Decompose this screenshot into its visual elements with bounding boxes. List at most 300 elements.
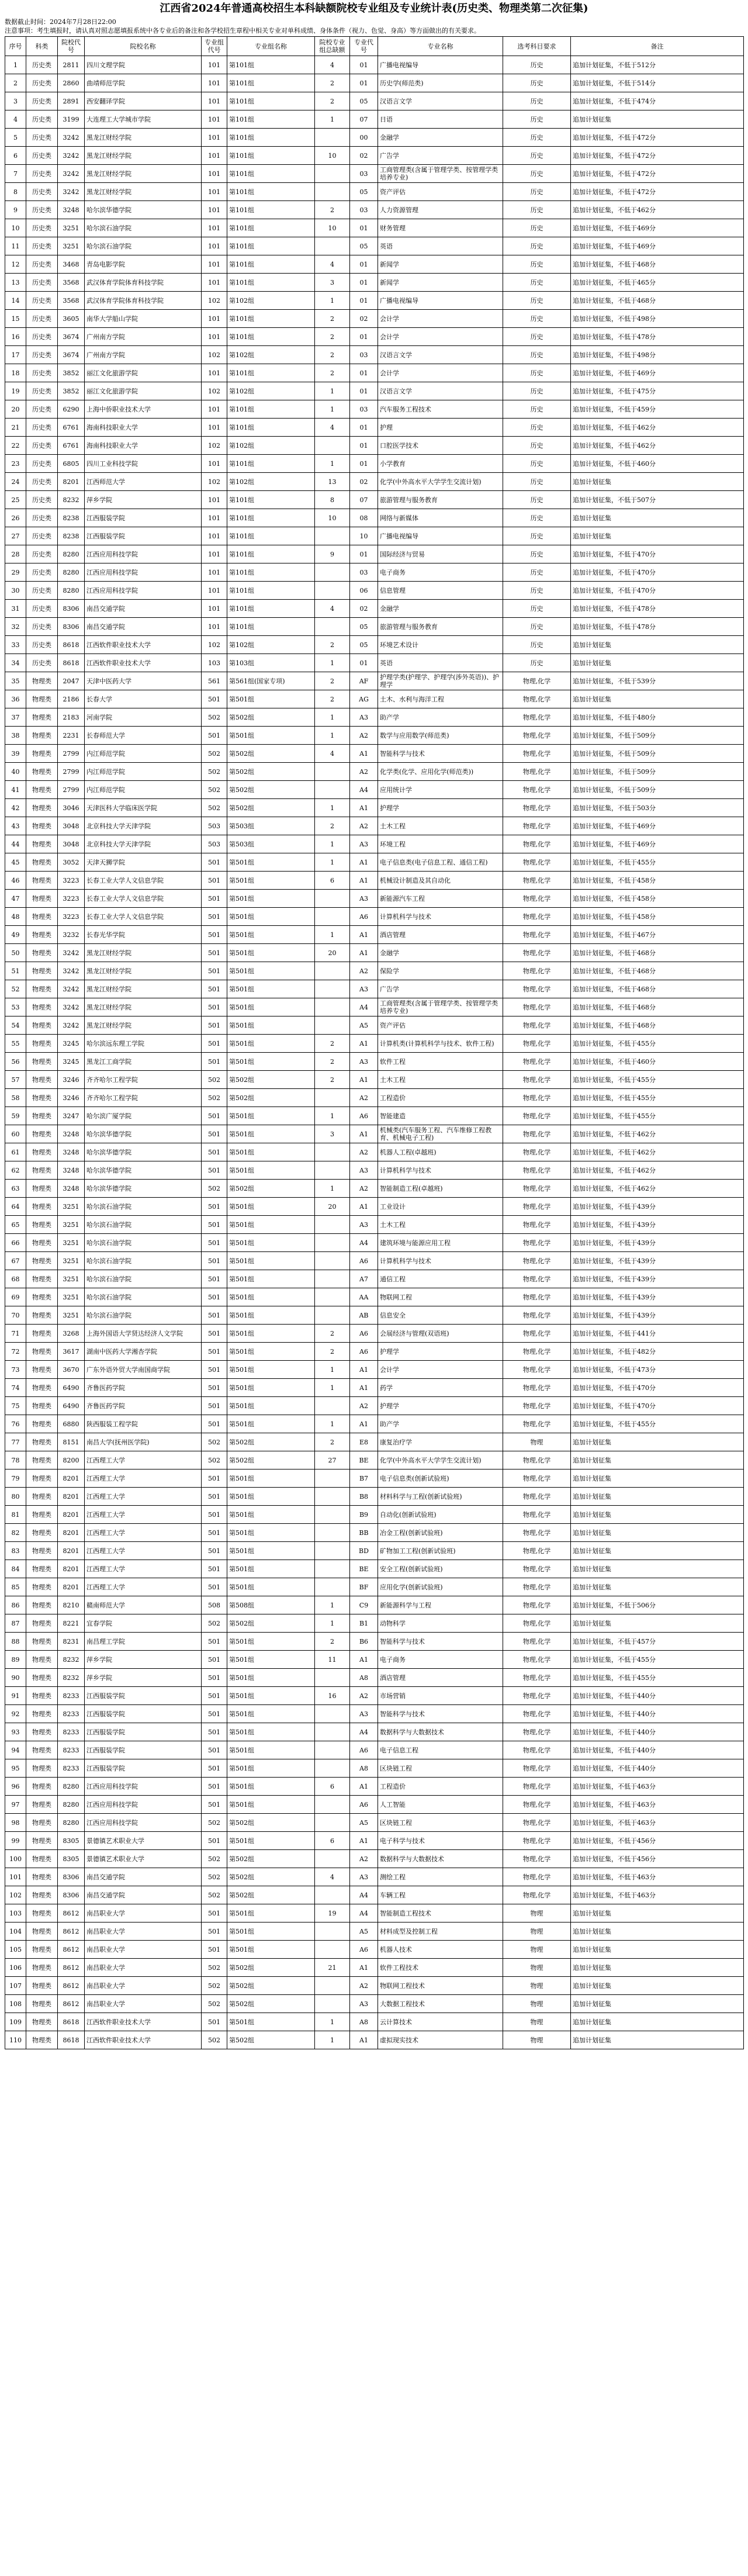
cell-group-code: 501 <box>202 998 227 1016</box>
cell-group-name: 第502组 <box>227 1959 315 1977</box>
cell-subject-req: 物理,化学 <box>503 1143 571 1161</box>
cell-remark: 追加计划征集，不低于478分 <box>571 618 744 636</box>
cell-category: 历史类 <box>26 328 58 346</box>
cell-group-vacancy <box>315 1796 350 1814</box>
cell-index: 5 <box>5 129 26 147</box>
cell-remark: 追加计划征集，不低于469分 <box>571 237 744 255</box>
cell-group-code: 101 <box>202 237 227 255</box>
cell-group-name: 第501组 <box>227 1252 315 1270</box>
cell-group-vacancy: 1 <box>315 2031 350 2049</box>
cell-remark: 追加计划征集，不低于468分 <box>571 980 744 998</box>
cell-major-code: A2 <box>350 1397 378 1415</box>
cell-group-code: 501 <box>202 1651 227 1669</box>
cell-category: 物理类 <box>26 1143 58 1161</box>
cell-index: 86 <box>5 1596 26 1614</box>
cell-category: 物理类 <box>26 1578 58 1596</box>
cell-remark: 追加计划征集，不低于470分 <box>571 582 744 600</box>
page-title: 江西省2024年普通高校招生本科缺额院校专业组及专业统计表(历史类、物理类第二次征集) <box>160 2 588 15</box>
cell-major-name: 动物科学 <box>378 1614 503 1633</box>
cell-group-code: 501 <box>202 853 227 872</box>
cell-group-name: 第102组 <box>227 346 315 364</box>
cell-category: 历史类 <box>26 654 58 672</box>
cell-group-vacancy: 2 <box>315 346 350 364</box>
cell-group-vacancy <box>315 980 350 998</box>
cell-major-name: 计算机类(计算机科学与技术、软件工程) <box>378 1035 503 1053</box>
cell-index: 103 <box>5 1904 26 1923</box>
cell-major-name: 财务管理 <box>378 219 503 237</box>
cell-group-name: 第501组 <box>227 1053 315 1071</box>
cell-group-name: 第501组 <box>227 853 315 872</box>
cell-category: 历史类 <box>26 255 58 274</box>
cell-group-code: 103 <box>202 654 227 672</box>
cell-remark: 追加计划征集，不低于455分 <box>571 1035 744 1053</box>
cell-school-code: 3242 <box>58 165 85 183</box>
cell-category: 历史类 <box>26 364 58 382</box>
cell-group-name: 第101组 <box>227 147 315 165</box>
cell-school-code: 6805 <box>58 455 85 473</box>
cell-group-vacancy: 1 <box>315 400 350 419</box>
cell-index: 100 <box>5 1850 26 1868</box>
cell-school-name: 哈尔滨华德学院 <box>85 1125 202 1143</box>
cell-group-name: 第501组 <box>227 998 315 1016</box>
cell-remark: 追加计划征集，不低于478分 <box>571 600 744 618</box>
cell-group-name: 第501组 <box>227 1923 315 1941</box>
cell-school-name: 黑龙江工商学院 <box>85 1053 202 1071</box>
cell-school-code: 8306 <box>58 1868 85 1886</box>
cell-subject-req: 物理,化学 <box>503 908 571 926</box>
cell-major-code: 01 <box>350 56 378 74</box>
table-row <box>5 1053 744 1071</box>
cell-group-code: 501 <box>202 1488 227 1506</box>
cell-school-code: 3251 <box>58 1198 85 1216</box>
cell-category: 历史类 <box>26 201 58 219</box>
cell-subject-req: 物理,化学 <box>503 1270 571 1288</box>
cell-major-code: A1 <box>350 1035 378 1053</box>
cell-remark: 追加计划征集，不低于469分 <box>571 835 744 853</box>
cell-group-vacancy <box>315 1143 350 1161</box>
cell-school-code: 3248 <box>58 201 85 219</box>
cell-school-name: 西安翻译学院 <box>85 92 202 110</box>
cell-remark: 追加计划征集，不低于460分 <box>571 455 744 473</box>
cell-category: 物理类 <box>26 745 58 763</box>
cell-school-code: 8612 <box>58 1977 85 1995</box>
cell-subject-req: 物理 <box>503 2013 571 2031</box>
cell-category: 物理类 <box>26 1614 58 1633</box>
cell-remark: 追加计划征集，不低于455分 <box>571 1669 744 1687</box>
cell-index: 7 <box>5 165 26 183</box>
table-row <box>5 1035 744 1053</box>
cell-school-name: 湖南中医药大学湘杏学院 <box>85 1343 202 1361</box>
cell-school-code: 3223 <box>58 872 85 890</box>
cell-group-vacancy: 1 <box>315 853 350 872</box>
cell-remark: 追加计划征集，不低于472分 <box>571 165 744 183</box>
cell-major-name: 护理学 <box>378 1397 503 1415</box>
cell-subject-req: 物理,化学 <box>503 1198 571 1216</box>
cell-school-code: 8280 <box>58 582 85 600</box>
cell-school-name: 江西理工大学 <box>85 1451 202 1469</box>
table-row <box>5 763 744 781</box>
cell-group-name: 第501组 <box>227 1469 315 1488</box>
cell-group-code: 101 <box>202 255 227 274</box>
cell-index: 39 <box>5 745 26 763</box>
cell-remark: 追加计划征集，不低于463分 <box>571 1814 744 1832</box>
cell-group-name: 第101组 <box>227 165 315 183</box>
cell-school-code: 3251 <box>58 237 85 255</box>
cell-major-name: 电子科学与技术 <box>378 1832 503 1850</box>
cell-major-name: 金融学 <box>378 944 503 962</box>
cell-remark: 追加计划征集，不低于509分 <box>571 727 744 745</box>
header-school-name: 院校名称 <box>85 37 202 56</box>
cell-group-vacancy <box>315 1741 350 1759</box>
cell-category: 物理类 <box>26 998 58 1016</box>
cell-subject-req: 历史 <box>503 165 571 183</box>
cell-major-code: A5 <box>350 1923 378 1941</box>
cell-group-name: 第101组 <box>227 201 315 219</box>
cell-subject-req: 物理,化学 <box>503 672 571 690</box>
cell-school-code: 8232 <box>58 1669 85 1687</box>
cell-subject-req: 历史 <box>503 636 571 654</box>
cell-school-code: 8618 <box>58 2013 85 2031</box>
cell-school-code: 3248 <box>58 1161 85 1180</box>
cell-category: 历史类 <box>26 473 58 491</box>
cell-school-name: 广东外语外贸大学南国商学院 <box>85 1361 202 1379</box>
cell-remark: 追加计划征集 <box>571 509 744 527</box>
cell-school-name: 江西应用科技学院 <box>85 545 202 563</box>
cell-school-code: 2231 <box>58 727 85 745</box>
cell-school-name: 曲靖师范学院 <box>85 74 202 92</box>
table-row <box>5 437 744 455</box>
table-row <box>5 1234 744 1252</box>
table-row <box>5 129 744 147</box>
cell-group-code: 503 <box>202 835 227 853</box>
cell-group-vacancy: 1 <box>315 1596 350 1614</box>
cell-index: 26 <box>5 509 26 527</box>
cell-index: 37 <box>5 708 26 727</box>
cell-group-name: 第501组 <box>227 1325 315 1343</box>
table-row <box>5 346 744 364</box>
cell-group-code: 501 <box>202 1633 227 1651</box>
cell-group-vacancy: 2 <box>315 1633 350 1651</box>
cell-index: 99 <box>5 1832 26 1850</box>
cell-school-name: 江西应用科技学院 <box>85 1796 202 1814</box>
cell-subject-req: 历史 <box>503 237 571 255</box>
cell-school-name: 哈尔滨石油学院 <box>85 1234 202 1252</box>
cell-group-name: 第501组 <box>227 1941 315 1959</box>
cell-school-code: 3242 <box>58 944 85 962</box>
cell-category: 物理类 <box>26 1542 58 1560</box>
cell-major-code: A3 <box>350 1053 378 1071</box>
cell-group-code: 102 <box>202 292 227 310</box>
cell-subject-req: 物理 <box>503 1941 571 1959</box>
cell-major-name: 土木、水利与海洋工程 <box>378 690 503 708</box>
table-row <box>5 835 744 853</box>
cell-group-code: 501 <box>202 1415 227 1433</box>
cell-subject-req: 物理,化学 <box>503 1252 571 1270</box>
cell-school-code: 3242 <box>58 147 85 165</box>
cell-school-name: 长春工业大学人文信息学院 <box>85 872 202 890</box>
cell-major-code: A2 <box>350 1977 378 1995</box>
cell-remark: 追加计划征集，不低于458分 <box>571 908 744 926</box>
cell-school-name: 黑龙江财经学院 <box>85 165 202 183</box>
cell-major-code: 01 <box>350 328 378 346</box>
cell-major-code: A1 <box>350 853 378 872</box>
cell-major-code: 01 <box>350 74 378 92</box>
cell-index: 6 <box>5 147 26 165</box>
cell-major-code: 05 <box>350 92 378 110</box>
cell-major-name: 矿物加工工程(创新试验班) <box>378 1542 503 1560</box>
cell-school-name: 江西应用科技学院 <box>85 563 202 582</box>
table-row <box>5 1161 744 1180</box>
cell-group-code: 501 <box>202 1325 227 1343</box>
cell-group-vacancy <box>315 183 350 201</box>
cell-major-name: 护理学类(护理学、护理学(涉外英语))、护理学 <box>378 672 503 690</box>
cell-major-name: 酒店管理 <box>378 1669 503 1687</box>
cell-group-vacancy: 1 <box>315 382 350 400</box>
cell-remark: 追加计划征集，不低于468分 <box>571 255 744 274</box>
cell-category: 物理类 <box>26 1886 58 1904</box>
cell-school-name: 黑龙江财经学院 <box>85 998 202 1016</box>
cell-school-name: 黑龙江财经学院 <box>85 980 202 998</box>
cell-school-code: 3617 <box>58 1343 85 1361</box>
cell-major-name: 化学(中外高水平大学学生交流计划) <box>378 1451 503 1469</box>
cell-category: 物理类 <box>26 781 58 799</box>
cell-school-name: 哈尔滨华德学院 <box>85 1180 202 1198</box>
cell-index: 56 <box>5 1053 26 1071</box>
cell-subject-req: 历史 <box>503 618 571 636</box>
cell-major-code: 01 <box>350 654 378 672</box>
cell-group-code: 501 <box>202 1306 227 1325</box>
cell-group-name: 第502组 <box>227 1071 315 1089</box>
cell-major-code: 01 <box>350 364 378 382</box>
cell-group-name: 第102组 <box>227 473 315 491</box>
cell-group-code: 561 <box>202 672 227 690</box>
cell-category: 历史类 <box>26 292 58 310</box>
cell-school-code: 3251 <box>58 1270 85 1288</box>
cell-major-code: A3 <box>350 1161 378 1180</box>
cell-group-name: 第501组 <box>227 1705 315 1723</box>
cell-category: 物理类 <box>26 944 58 962</box>
cell-category: 物理类 <box>26 1252 58 1270</box>
cell-category: 物理类 <box>26 1361 58 1379</box>
cell-major-name: 化学(中外高水平大学学生交流计划) <box>378 473 503 491</box>
table-row <box>5 1524 744 1542</box>
cell-school-name: 宜春学院 <box>85 1614 202 1633</box>
cell-index: 25 <box>5 491 26 509</box>
cell-subject-req: 历史 <box>503 183 571 201</box>
cell-subject-req: 物理,化学 <box>503 1071 571 1089</box>
cell-major-name: 小学教育 <box>378 455 503 473</box>
cell-group-name: 第101组 <box>227 364 315 382</box>
table-row <box>5 1125 744 1143</box>
cell-group-code: 101 <box>202 527 227 545</box>
cell-school-name: 黑龙江财经学院 <box>85 183 202 201</box>
cell-group-code: 101 <box>202 147 227 165</box>
cell-group-vacancy: 11 <box>315 1651 350 1669</box>
cell-major-code: A6 <box>350 1107 378 1125</box>
cell-remark: 追加计划征集，不低于468分 <box>571 962 744 980</box>
cell-major-name: 助产学 <box>378 708 503 727</box>
cell-major-code: A3 <box>350 980 378 998</box>
cell-school-code: 3568 <box>58 274 85 292</box>
cell-major-code: 02 <box>350 473 378 491</box>
cell-school-code: 8618 <box>58 2031 85 2049</box>
cell-school-code: 8201 <box>58 473 85 491</box>
cell-major-code: BE <box>350 1560 378 1578</box>
cell-remark: 追加计划征集，不低于440分 <box>571 1723 744 1741</box>
header-category: 科类 <box>26 37 58 56</box>
cell-school-code: 2799 <box>58 745 85 763</box>
cell-remark: 追加计划征集 <box>571 1904 744 1923</box>
cell-index: 62 <box>5 1161 26 1180</box>
cell-subject-req: 历史 <box>503 382 571 400</box>
cell-remark: 追加计划征集，不低于463分 <box>571 1886 744 1904</box>
cell-group-vacancy <box>315 1488 350 1506</box>
cell-school-name: 海南科技职业大学 <box>85 419 202 437</box>
cell-index: 68 <box>5 1270 26 1288</box>
table-row <box>5 1270 744 1288</box>
cell-remark: 追加计划征集，不低于455分 <box>571 1651 744 1669</box>
cell-group-name: 第101组 <box>227 74 315 92</box>
table-row <box>5 1923 744 1941</box>
cell-remark: 追加计划征集，不低于470分 <box>571 1379 744 1397</box>
cell-school-name: 黑龙江财经学院 <box>85 1016 202 1035</box>
cell-group-vacancy <box>315 998 350 1016</box>
cell-group-code: 502 <box>202 763 227 781</box>
cell-major-name: 数据科学与大数据技术 <box>378 1723 503 1741</box>
cell-school-code: 8201 <box>58 1488 85 1506</box>
cell-index: 40 <box>5 763 26 781</box>
cell-group-code: 502 <box>202 1959 227 1977</box>
cell-category: 物理类 <box>26 1216 58 1234</box>
cell-group-vacancy <box>315 1814 350 1832</box>
cell-group-vacancy: 13 <box>315 473 350 491</box>
cell-major-name: 资产评估 <box>378 1016 503 1035</box>
cell-index: 46 <box>5 872 26 890</box>
cell-group-name: 第101组 <box>227 618 315 636</box>
cell-school-code: 3674 <box>58 328 85 346</box>
cell-subject-req: 物理,化学 <box>503 1832 571 1850</box>
cell-subject-req: 物理,化学 <box>503 1796 571 1814</box>
cell-group-vacancy: 16 <box>315 1687 350 1705</box>
cell-group-name: 第501组 <box>227 1288 315 1306</box>
cell-major-name: 工程造价 <box>378 1089 503 1107</box>
cell-major-name: 护理 <box>378 419 503 437</box>
cell-group-vacancy: 3 <box>315 274 350 292</box>
cell-school-code: 2811 <box>58 56 85 74</box>
cell-subject-req: 历史 <box>503 274 571 292</box>
cell-subject-req: 物理,化学 <box>503 799 571 817</box>
cell-major-code: 07 <box>350 491 378 509</box>
cell-school-code: 8221 <box>58 1614 85 1633</box>
cell-remark: 追加计划征集 <box>571 1560 744 1578</box>
cell-group-code: 501 <box>202 1832 227 1850</box>
cell-major-name: 电子商务 <box>378 563 503 582</box>
cell-school-code: 8612 <box>58 1995 85 2013</box>
cell-subject-req: 物理,化学 <box>503 1560 571 1578</box>
cell-major-code: 03 <box>350 400 378 419</box>
cell-subject-req: 物理,化学 <box>503 1669 571 1687</box>
cell-major-name: 英语 <box>378 237 503 255</box>
cell-group-name: 第102组 <box>227 437 315 455</box>
cell-school-code: 3046 <box>58 799 85 817</box>
cell-group-vacancy <box>315 1886 350 1904</box>
cell-category: 历史类 <box>26 74 58 92</box>
cell-school-code: 8201 <box>58 1524 85 1542</box>
cell-remark: 追加计划征集，不低于470分 <box>571 563 744 582</box>
cell-group-name: 第561组(国家专项) <box>227 672 315 690</box>
cell-remark: 追加计划征集，不低于440分 <box>571 1741 744 1759</box>
cell-group-vacancy: 1 <box>315 2013 350 2031</box>
cell-index: 89 <box>5 1651 26 1669</box>
cell-remark: 追加计划征集，不低于472分 <box>571 183 744 201</box>
cell-school-code: 2186 <box>58 690 85 708</box>
cell-major-name: 应用统计学 <box>378 781 503 799</box>
cell-index: 9 <box>5 201 26 219</box>
header-group-vacancy: 院校专业组总缺额 <box>315 37 350 56</box>
cell-school-code: 3605 <box>58 310 85 328</box>
cell-index: 92 <box>5 1705 26 1723</box>
table-row <box>5 201 744 219</box>
cell-subject-req: 物理 <box>503 1923 571 1941</box>
cell-remark: 追加计划征集，不低于463分 <box>571 1868 744 1886</box>
cell-remark: 追加计划征集 <box>571 1488 744 1506</box>
cell-category: 物理类 <box>26 1560 58 1578</box>
cell-school-name: 陕西服装工程学院 <box>85 1415 202 1433</box>
cell-group-name: 第501组 <box>227 1778 315 1796</box>
cell-major-code: A5 <box>350 1814 378 1832</box>
cell-major-name: 广播电视编导 <box>378 527 503 545</box>
cell-category: 物理类 <box>26 926 58 944</box>
cell-group-name: 第502组 <box>227 799 315 817</box>
cell-category: 物理类 <box>26 1488 58 1506</box>
header-group-name: 专业组名称 <box>227 37 315 56</box>
cell-remark: 追加计划征集，不低于440分 <box>571 1759 744 1778</box>
cell-group-code: 101 <box>202 110 227 129</box>
cell-group-vacancy: 2 <box>315 817 350 835</box>
cell-index: 108 <box>5 1995 26 2013</box>
cell-category: 历史类 <box>26 165 58 183</box>
cell-index: 13 <box>5 274 26 292</box>
cell-group-vacancy: 2 <box>315 1343 350 1361</box>
cell-group-code: 501 <box>202 1796 227 1814</box>
cell-major-code: A2 <box>350 1089 378 1107</box>
cell-school-name: 江西服装学院 <box>85 1687 202 1705</box>
table-row <box>5 563 744 582</box>
table-row <box>5 962 744 980</box>
cell-group-code: 101 <box>202 545 227 563</box>
cell-group-name: 第102组 <box>227 382 315 400</box>
cell-major-name: 土木工程 <box>378 1216 503 1234</box>
cell-school-name: 南昌职业大学 <box>85 1959 202 1977</box>
cell-group-name: 第501组 <box>227 1488 315 1506</box>
cell-subject-req: 物理,化学 <box>503 1723 571 1741</box>
cell-major-name: 云计算技术 <box>378 2013 503 2031</box>
cell-group-vacancy <box>315 1270 350 1288</box>
cell-major-code: A3 <box>350 890 378 908</box>
cell-group-code: 501 <box>202 1216 227 1234</box>
cell-group-code: 502 <box>202 1977 227 1995</box>
cell-group-code: 501 <box>202 1923 227 1941</box>
table-row <box>5 1180 744 1198</box>
cell-index: 18 <box>5 364 26 382</box>
cell-remark: 追加计划征集，不低于456分 <box>571 1850 744 1868</box>
cell-index: 71 <box>5 1325 26 1343</box>
cell-group-code: 501 <box>202 1723 227 1741</box>
cell-remark: 追加计划征集 <box>571 2031 744 2049</box>
cell-group-name: 第501组 <box>227 1415 315 1433</box>
cell-major-code: A3 <box>350 1705 378 1723</box>
cell-subject-req: 物理,化学 <box>503 1180 571 1198</box>
